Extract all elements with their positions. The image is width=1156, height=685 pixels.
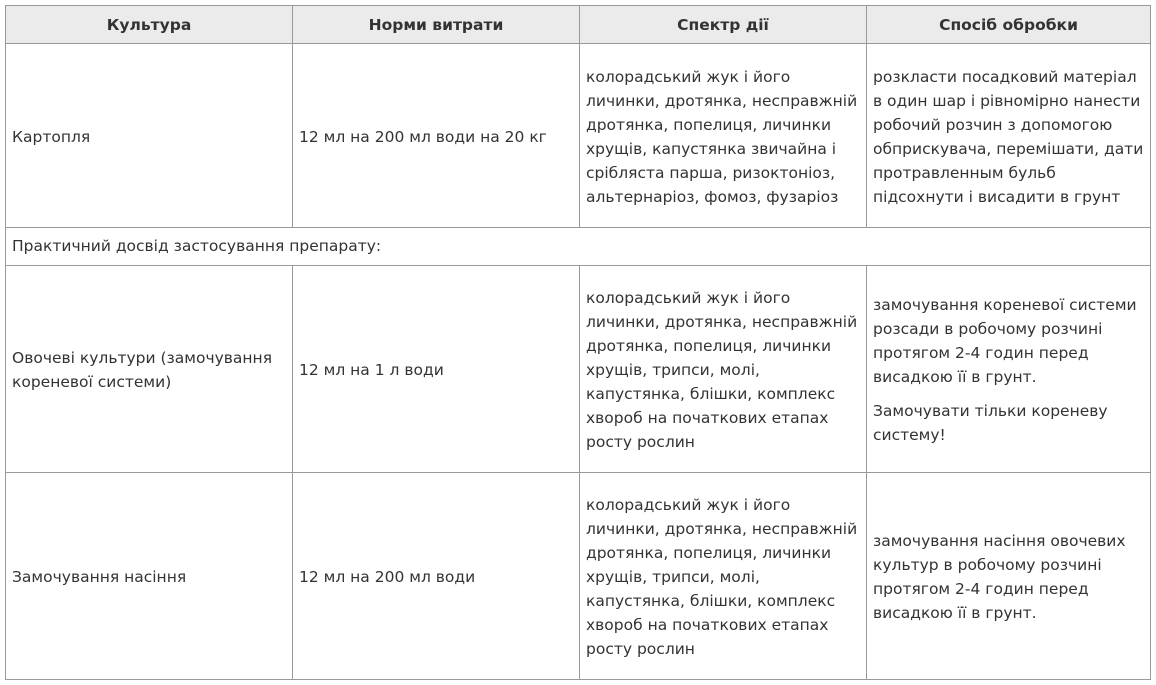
cell-method: замочування насіння овочевих культур в робочому розчині протягом 2-4 годин перед висадкою її в грунт. — [867, 473, 1151, 680]
cell-rate: 12 мл на 1 л води — [293, 266, 580, 473]
header-rate: Норми витрати — [293, 6, 580, 44]
method-note: Замочувати тільки кореневу систему! — [873, 402, 1108, 444]
cell-spectrum: колорадський жук і його личинки, дротянка, несправжній дротянка, попелиця, личинки хрущів, трипси, молі, капустянка, блішки, комплекс хвороб на початкових етапах росту рослин — [580, 266, 867, 473]
cell-spectrum: колорадський жук і його личинки, дротянка, несправжній дротянка, попелиця, личинки хрущів, трипси, молі, капустянка, блішки, комплекс хвороб на початкових етапах росту рослин — [580, 473, 867, 680]
header-spectrum: Спектр дії — [580, 6, 867, 44]
cell-crop: Картопля — [6, 44, 293, 228]
header-method: Спосіб обробки — [867, 6, 1151, 44]
cell-method: розкласти посадковий матеріал в один шар і рівномірно нанести робочий розчин з допомогою обприскувача, перемішати, дати протравленным бульб підсохнути і висадити в грунт — [867, 44, 1151, 228]
method-text: замочування кореневої системи розсади в робочому розчині протягом 2-4 годин перед висадкою її в грунт. — [873, 296, 1137, 386]
cell-rate: 12 мл на 200 мл води на 20 кг — [293, 44, 580, 228]
header-row — [6, 6, 1151, 44]
treatment-table — [5, 5, 1151, 680]
cell-method — [867, 266, 1151, 473]
header-crop: Культура — [6, 6, 293, 44]
table-row — [6, 266, 1151, 473]
cell-spectrum: колорадський жук і його личинки, дротянка, несправжній дротянка, попелиця, личинки хрущів, капустянка звичайна і срібляста парша, ризоктоніоз, альтернаріоз, фомоз, фузаріоз — [580, 44, 867, 228]
table-row — [6, 44, 1151, 228]
cell-crop: Овочеві культури (замочування кореневої системи) — [6, 266, 293, 473]
section-row — [6, 228, 1151, 266]
cell-rate: 12 мл на 200 мл води — [293, 473, 580, 680]
table-row — [6, 473, 1151, 680]
cell-crop: Замочування насіння — [6, 473, 293, 680]
section-label: Практичний досвід застосування препарату: — [6, 228, 1151, 266]
